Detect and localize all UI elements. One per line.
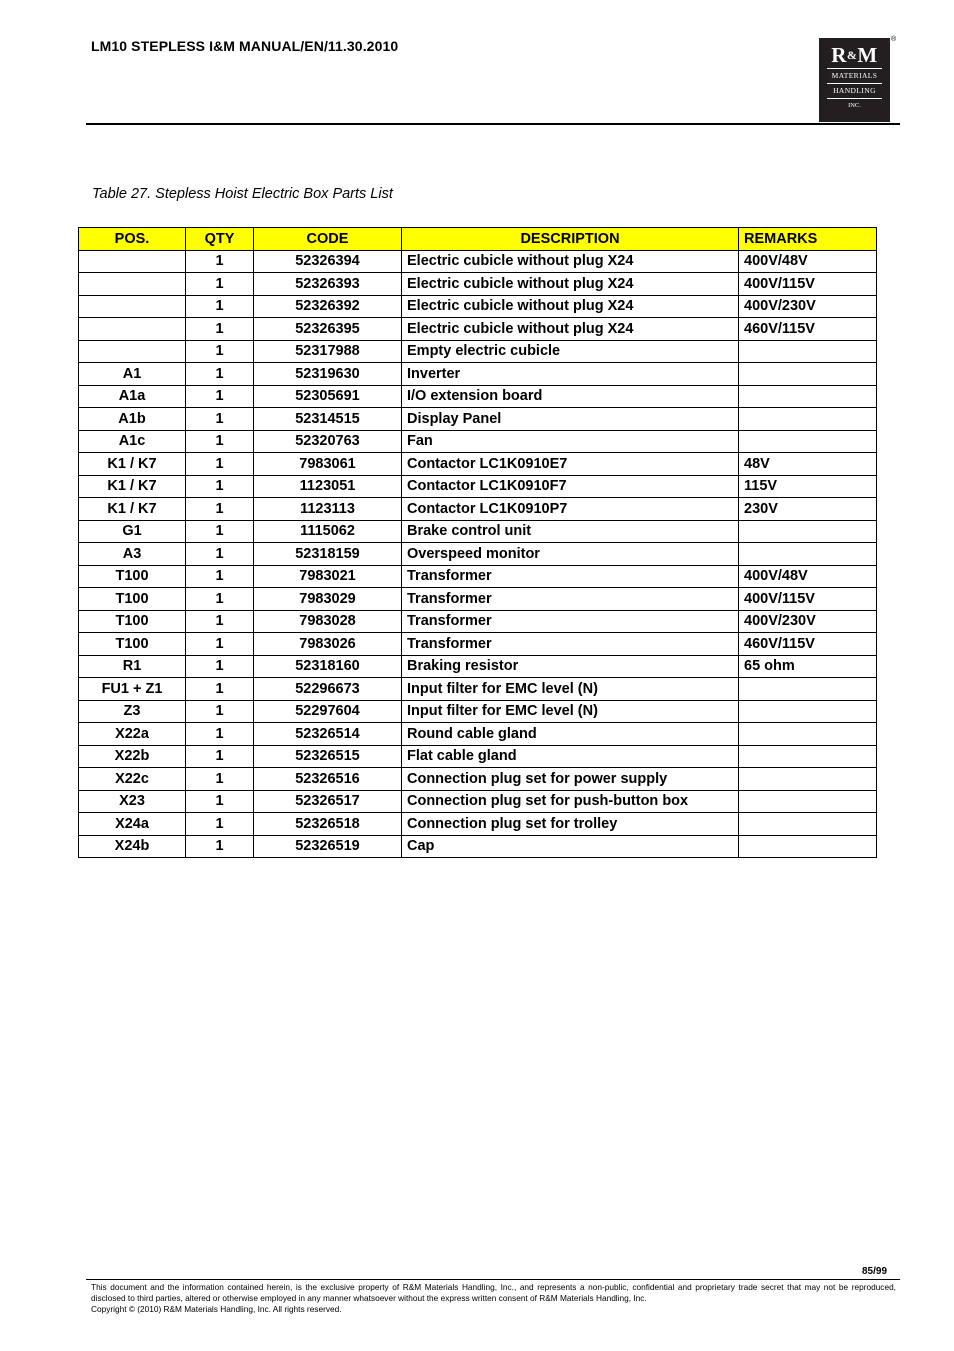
cell-description: Empty electric cubicle [402, 340, 739, 363]
cell-pos: X24b [79, 835, 186, 858]
cell-code: 7983029 [254, 588, 402, 611]
cell-description: I/O extension board [402, 385, 739, 408]
cell-pos [79, 295, 186, 318]
cell-description: Connection plug set for power supply [402, 768, 739, 791]
cell-remarks: 460V/115V [739, 633, 877, 656]
table-row [79, 475, 877, 498]
cell-qty: 1 [186, 318, 254, 341]
cell-pos: X22c [79, 768, 186, 791]
table-body [79, 250, 877, 858]
cell-description: Electric cubicle without plug X24 [402, 318, 739, 341]
cell-remarks [739, 340, 877, 363]
cell-pos: A1 [79, 363, 186, 386]
footer-divider [86, 1279, 900, 1280]
cell-qty: 1 [186, 498, 254, 521]
cell-qty: 1 [186, 655, 254, 678]
cell-qty: 1 [186, 813, 254, 836]
cell-description: Display Panel [402, 408, 739, 431]
table-row [79, 723, 877, 746]
table-row [79, 453, 877, 476]
cell-remarks [739, 520, 877, 543]
cell-code: 52326515 [254, 745, 402, 768]
table-row [79, 700, 877, 723]
cell-remarks: 115V [739, 475, 877, 498]
cell-remarks [739, 790, 877, 813]
cell-qty: 1 [186, 363, 254, 386]
company-logo [819, 38, 890, 122]
cell-code: 7983061 [254, 453, 402, 476]
cell-description: Contactor LC1K0910E7 [402, 453, 739, 476]
cell-remarks: 230V [739, 498, 877, 521]
cell-pos: T100 [79, 588, 186, 611]
cell-remarks [739, 835, 877, 858]
cell-code: 52296673 [254, 678, 402, 701]
cell-description: Input filter for EMC level (N) [402, 678, 739, 701]
table-row [79, 835, 877, 858]
copyright-notice: Copyright © (2010) R&M Materials Handling, Inc. All rights reserved. [91, 1304, 342, 1314]
cell-pos: T100 [79, 610, 186, 633]
cell-qty: 1 [186, 475, 254, 498]
logo-monogram: R&M [831, 43, 878, 67]
cell-code: 52326518 [254, 813, 402, 836]
cell-pos: Z3 [79, 700, 186, 723]
cell-pos: K1 / K7 [79, 475, 186, 498]
cell-pos: R1 [79, 655, 186, 678]
cell-description: Contactor LC1K0910F7 [402, 475, 739, 498]
cell-code: 1123113 [254, 498, 402, 521]
cell-pos: K1 / K7 [79, 453, 186, 476]
table-row [79, 498, 877, 521]
table-row [79, 565, 877, 588]
cell-remarks [739, 385, 877, 408]
cell-remarks [739, 408, 877, 431]
table-row [79, 430, 877, 453]
header-divider [86, 123, 900, 125]
cell-pos: K1 / K7 [79, 498, 186, 521]
cell-description: Transformer [402, 588, 739, 611]
cell-pos: X22b [79, 745, 186, 768]
cell-remarks [739, 745, 877, 768]
cell-qty: 1 [186, 723, 254, 746]
cell-qty: 1 [186, 430, 254, 453]
cell-pos: T100 [79, 633, 186, 656]
cell-code: 7983021 [254, 565, 402, 588]
column-header-code: CODE [254, 228, 402, 251]
cell-pos [79, 273, 186, 296]
cell-code: 52326517 [254, 790, 402, 813]
cell-remarks [739, 543, 877, 566]
cell-qty: 1 [186, 543, 254, 566]
cell-qty: 1 [186, 385, 254, 408]
table-row [79, 745, 877, 768]
cell-pos: T100 [79, 565, 186, 588]
cell-remarks: 400V/48V [739, 250, 877, 273]
cell-description: Connection plug set for push-button box [402, 790, 739, 813]
cell-description: Electric cubicle without plug X24 [402, 250, 739, 273]
cell-qty: 1 [186, 273, 254, 296]
confidentiality-notice: This document and the information contained herein, is the exclusive property of R&M Materials Handling, Inc., and represents a non-public, confidential and proprietary trade secret that may not be reproduced, disclosed to third parties, altered or otherwise employed in any manner whatsoever without the express written consent of R&M Materials Handling, Inc. [91, 1282, 896, 1303]
cell-qty: 1 [186, 250, 254, 273]
cell-code: 52297604 [254, 700, 402, 723]
cell-remarks [739, 813, 877, 836]
cell-qty: 1 [186, 520, 254, 543]
parts-table [78, 227, 877, 858]
cell-pos [79, 318, 186, 341]
cell-pos: X23 [79, 790, 186, 813]
cell-description: Cap [402, 835, 739, 858]
cell-pos [79, 340, 186, 363]
cell-code: 1123051 [254, 475, 402, 498]
cell-pos: A1c [79, 430, 186, 453]
cell-description: Round cable gland [402, 723, 739, 746]
logo-line-handling: HANDLING [833, 86, 876, 95]
cell-code: 1115062 [254, 520, 402, 543]
cell-code: 52326394 [254, 250, 402, 273]
cell-remarks: 400V/230V [739, 295, 877, 318]
cell-pos: A1b [79, 408, 186, 431]
cell-qty: 1 [186, 295, 254, 318]
registered-mark: ® [891, 36, 897, 43]
cell-qty: 1 [186, 340, 254, 363]
cell-code: 52317988 [254, 340, 402, 363]
table-row [79, 385, 877, 408]
table-row [79, 340, 877, 363]
table-row [79, 813, 877, 836]
cell-description: Flat cable gland [402, 745, 739, 768]
cell-code: 52326514 [254, 723, 402, 746]
table-row [79, 790, 877, 813]
cell-qty: 1 [186, 588, 254, 611]
cell-code: 7983026 [254, 633, 402, 656]
cell-remarks: 400V/115V [739, 273, 877, 296]
cell-description: Brake control unit [402, 520, 739, 543]
cell-remarks: 48V [739, 453, 877, 476]
cell-remarks [739, 700, 877, 723]
cell-description: Overspeed monitor [402, 543, 739, 566]
cell-remarks: 400V/115V [739, 588, 877, 611]
cell-pos [79, 250, 186, 273]
column-header-pos: POS. [79, 228, 186, 251]
cell-code: 52305691 [254, 385, 402, 408]
cell-description: Electric cubicle without plug X24 [402, 295, 739, 318]
cell-qty: 1 [186, 678, 254, 701]
cell-qty: 1 [186, 633, 254, 656]
cell-code: 52326516 [254, 768, 402, 791]
cell-qty: 1 [186, 610, 254, 633]
cell-qty: 1 [186, 790, 254, 813]
cell-code: 52320763 [254, 430, 402, 453]
table-row [79, 633, 877, 656]
table-row [79, 250, 877, 273]
cell-remarks: 65 ohm [739, 655, 877, 678]
table-row [79, 318, 877, 341]
table-row [79, 543, 877, 566]
cell-remarks: 400V/48V [739, 565, 877, 588]
cell-pos: FU1 + Z1 [79, 678, 186, 701]
cell-remarks: 400V/230V [739, 610, 877, 633]
table-header-row [79, 228, 877, 251]
cell-qty: 1 [186, 700, 254, 723]
cell-pos: X22a [79, 723, 186, 746]
cell-description: Fan [402, 430, 739, 453]
cell-qty: 1 [186, 835, 254, 858]
cell-remarks: 460V/115V [739, 318, 877, 341]
cell-remarks [739, 768, 877, 791]
cell-code: 52326392 [254, 295, 402, 318]
cell-pos: A3 [79, 543, 186, 566]
table-row [79, 655, 877, 678]
document-title: LM10 STEPLESS I&M MANUAL/EN/11.30.2010 [91, 38, 399, 54]
cell-code: 52326395 [254, 318, 402, 341]
cell-description: Transformer [402, 610, 739, 633]
cell-code: 52326393 [254, 273, 402, 296]
page-number: 85/99 [862, 1266, 888, 1277]
cell-remarks [739, 678, 877, 701]
table-row [79, 768, 877, 791]
cell-qty: 1 [186, 453, 254, 476]
table-row [79, 520, 877, 543]
table-row [79, 610, 877, 633]
cell-description: Contactor LC1K0910P7 [402, 498, 739, 521]
cell-pos: A1a [79, 385, 186, 408]
cell-qty: 1 [186, 745, 254, 768]
table-row [79, 588, 877, 611]
cell-code: 52318159 [254, 543, 402, 566]
logo-line-inc: INC. [848, 102, 861, 109]
cell-code: 52318160 [254, 655, 402, 678]
cell-code: 52314515 [254, 408, 402, 431]
cell-code: 52319630 [254, 363, 402, 386]
table-row [79, 678, 877, 701]
cell-qty: 1 [186, 408, 254, 431]
table-row [79, 363, 877, 386]
table-caption: Table 27. Stepless Hoist Electric Box Parts List [92, 186, 393, 202]
cell-description: Braking resistor [402, 655, 739, 678]
cell-remarks [739, 363, 877, 386]
cell-remarks [739, 430, 877, 453]
column-header-description: DESCRIPTION [402, 228, 739, 251]
logo-line-materials: MATERIALS [831, 71, 878, 80]
cell-pos: X24a [79, 813, 186, 836]
cell-description: Connection plug set for trolley [402, 813, 739, 836]
table-row [79, 273, 877, 296]
cell-code: 52326519 [254, 835, 402, 858]
cell-qty: 1 [186, 768, 254, 791]
table-row [79, 295, 877, 318]
cell-description: Transformer [402, 565, 739, 588]
cell-remarks [739, 723, 877, 746]
cell-description: Inverter [402, 363, 739, 386]
cell-code: 7983028 [254, 610, 402, 633]
cell-description: Electric cubicle without plug X24 [402, 273, 739, 296]
cell-description: Input filter for EMC level (N) [402, 700, 739, 723]
column-header-remarks: REMARKS [739, 228, 877, 251]
cell-pos: G1 [79, 520, 186, 543]
cell-description: Transformer [402, 633, 739, 656]
column-header-qty: QTY [186, 228, 254, 251]
cell-qty: 1 [186, 565, 254, 588]
table-row [79, 408, 877, 431]
